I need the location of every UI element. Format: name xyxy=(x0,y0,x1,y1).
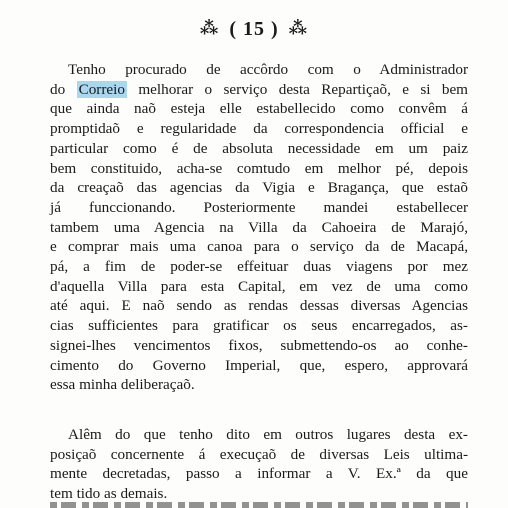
paragraph-2 xyxy=(50,425,468,504)
text-line: até aqui. E naõ sendo as rendas dessas diversas Agencias xyxy=(50,297,468,315)
cut-off-text-trace xyxy=(50,502,468,508)
text-line: já funccionando. Posteriormente mandei estabellecer xyxy=(50,198,468,216)
text-line: cias sufficientes para gratificar os seus encarregados, as- xyxy=(50,317,468,335)
cut-off-next-line xyxy=(50,502,468,508)
text-line: particular como é de absoluta necessidade em um paiz xyxy=(50,139,468,157)
text-line: tem tido as demais. xyxy=(50,485,168,503)
text-line: bem constituido, acha-se comtudo em melhor pé, depois xyxy=(50,159,468,177)
text-line: essa minha deliberaçaõ. xyxy=(50,376,195,394)
text-line: tambem uma Agencia na Villa da Cahoeira de Marajó, xyxy=(50,218,468,236)
page-number: ( 15 ) xyxy=(229,18,279,40)
text-line: Tenho procurado de accôrdo com o Administrador xyxy=(68,61,468,78)
ornament-left-icon: ⁂ xyxy=(199,18,220,38)
text-line: promptidaõ e regularidade da correspondencia official e xyxy=(50,120,468,138)
page-header xyxy=(0,18,508,41)
text-line: posiçaõ concernente á execuçaõ de diversas Leis ultima- xyxy=(50,445,468,463)
text-line: d'aquella Villa para esta Capital, em vez de uma como xyxy=(50,277,468,295)
text-line: da creaçaõ das agencias da Vigia e Bragança, que estaõ xyxy=(50,179,468,197)
paragraph-1 xyxy=(50,60,468,395)
text-line: que ainda naõ esteja elle estabellecido como convêm á xyxy=(50,100,468,118)
text-line: e comprar mais uma canoa para o serviço da de Macapá, xyxy=(50,238,468,256)
text-line: pá, a fim de poder-se effeituar duas viagens por mez xyxy=(50,258,468,276)
text-line: cimento do Governo Imperial, que, espero, approvará xyxy=(50,356,468,374)
ornament-right-icon: ⁂ xyxy=(288,18,309,38)
text-fragment: do xyxy=(50,80,66,98)
text-line: Alêm do que tenho dito em outros lugares desta ex- xyxy=(68,426,468,443)
highlighted-word[interactable]: Correio xyxy=(78,80,125,98)
text-line: mente decretadas, passo a informar a V. Ex.ª da que xyxy=(50,465,468,483)
text-fragment: melhorar o serviço desta Repartiçaõ, e si bem xyxy=(138,80,468,98)
text-line: signei-lhes vencimentos fixos, submettendo-os ao conhe- xyxy=(50,336,468,354)
text-line xyxy=(50,80,468,100)
